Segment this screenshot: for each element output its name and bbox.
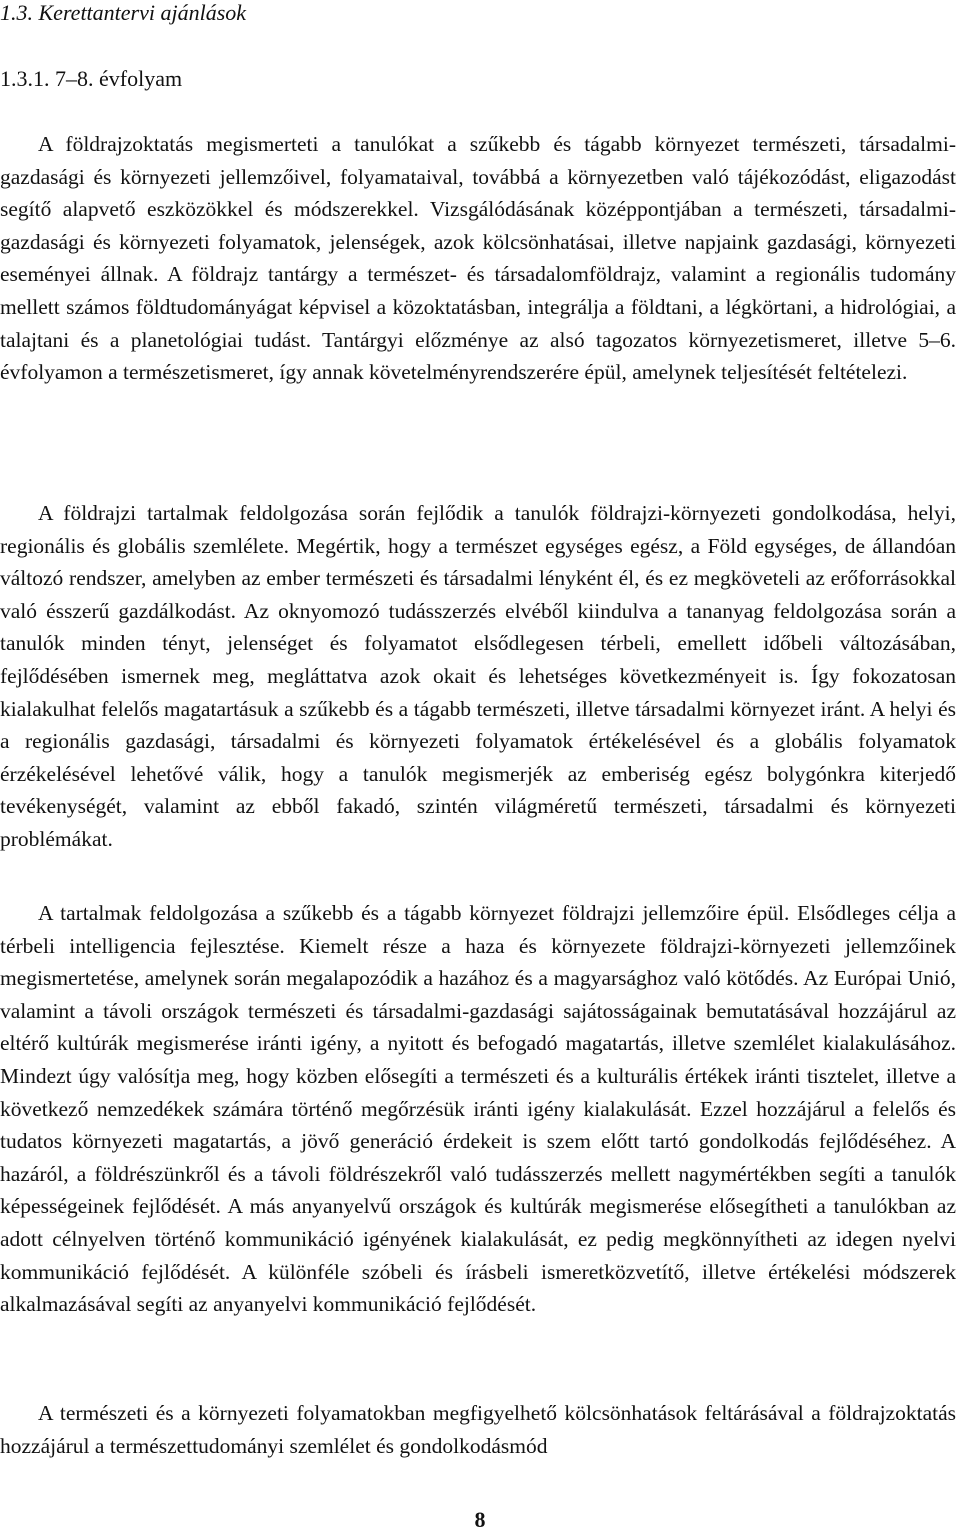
body-paragraph: A természeti és a környezeti folyamatokban megfigyelhető kölcsönhatások feltárásával a földrajzoktatás hozzájárul a természettudományi szemlélet és gondolkodásmód [0, 1401, 956, 1458]
body-paragraph: A tartalmak feldolgozása a szűkebb és a tágabb környezet földrajzi jellemzőire épül. Elsődleges célja a térbeli intelligencia fejlesztése. Kiemelt része a haza és környezete földrajzi-környezeti jellemzőinek megismertetése, amelynek során megalapozódik a hazához és a magyarsághoz való kötődés. Az Európai Unió, valamint a távoli országok természeti és társadalmi-gazdasági sajátosságainak bemutatásával hozzájárul az eltérő kultúrák megismerése iránti igény, a nyitott és befogadó magatartás, illetve szemlélet kialakulásához. Mindezt úgy valósítja meg, hogy közben elősegíti a természeti és a kulturális értékek iránti tisztelet, illetve a következő nemzedékek számára történő megőrzésük iránti igény kialakulását. Ezzel hozzájárul a felelős és tudatos környezeti magatartás, a jövő generáció érdekeit is szem előtt tartó gondolkodás fejlődéséhez. A hazáról, a földrészünkről és a távoli földrészekről való tudásszerzés mellett nagymértékben segíti a tanulók képességeinek fejlődését. A más anyanyelvű országok és kultúrák megismerése elősegítheti a tanulókban az adott célnyelven történő kommunikáció igényének kialakulását, ez pedig megkönnyítheti az idegen nyelvi kommunikáció fejlődését. A különféle szóbeli és írásbeli ismeretközvetítő, illetve értékelési módszerek alkalmazásával segíti az anyanyelvi kommunikáció fejlődését. [0, 901, 956, 1317]
page-number: 8 [474, 1507, 486, 1532]
body-paragraph: A földrajzoktatás megismerteti a tanulókat a szűkebb és tágabb környezet természeti, társadalmi-gazdasági és környezeti jellemzőivel, folyamataival, továbbá a környezetben való tájékozódást, eligazodást segítő alapvető eszközökkel és módszerekkel. Vizsgálódásának középpontjában a természeti, társadalmi-gazdasági és környezeti folyamatok, jelenségek, azok kölcsönhatásai, illetve napjaink gazdasági, környezeti eseményei állnak. A földrajz tantárgy a természet- és társadalomföldrajz, valamint a regionális tudomány mellett számos földtudományágat képvisel a közoktatásban, integrálja a földtani, a légkörtani, a hidrológiai, a talajtani és a planetológiai tudást. Tantárgyi előzménye az alsó tagozatos környezetismeret, illetve 5–6. évfolyamon a természetismeret, így annak követelményrendszerére épül, amelynek teljesítését feltételezi. [0, 132, 956, 385]
section-title: 1.3. Kerettantervi ajánlások [0, 0, 247, 25]
subsection-title: 1.3.1. 7–8. évfolyam [0, 66, 183, 91]
body-paragraph: A földrajzi tartalmak feldolgozása során fejlődik a tanulók földrajzi-környezeti gondolkodása, helyi, regionális és globális szemlélete. Megértik, hogy a természet egységes egész, a Föld egységes, de állandóan változó rendszer, amelyben az ember természeti és társadalmi lényként él, és ez megköveteli az erőforrásokkal való ésszerű gazdálkodást. Az oknyomozó tudásszerzés elvéből kiindulva a tananyag feldolgozása során a tanulók minden tényt, jelenséget és folyamatot elsődlegesen térbeli, emellett időbeli változásában, fejlődésében ismernek meg, megláttatva azok okait és lehetséges következményeit is. Így fokozatosan kialakulhat felelős magatartásuk a szűkebb és a tágabb természeti, illetve társadalmi környezet iránt. A helyi és a regionális gazdasági, társadalmi és környezeti folyamatok értékelésével és a globális folyamatok érzékelésével lehetővé válik, hogy a tanulók megismerjék az emberiség egész bolygónkra kiterjedő tevékenységét, valamint az ebből fakadó, szintén világméretű természeti, társadalmi és környezeti problémákat. [0, 501, 956, 851]
